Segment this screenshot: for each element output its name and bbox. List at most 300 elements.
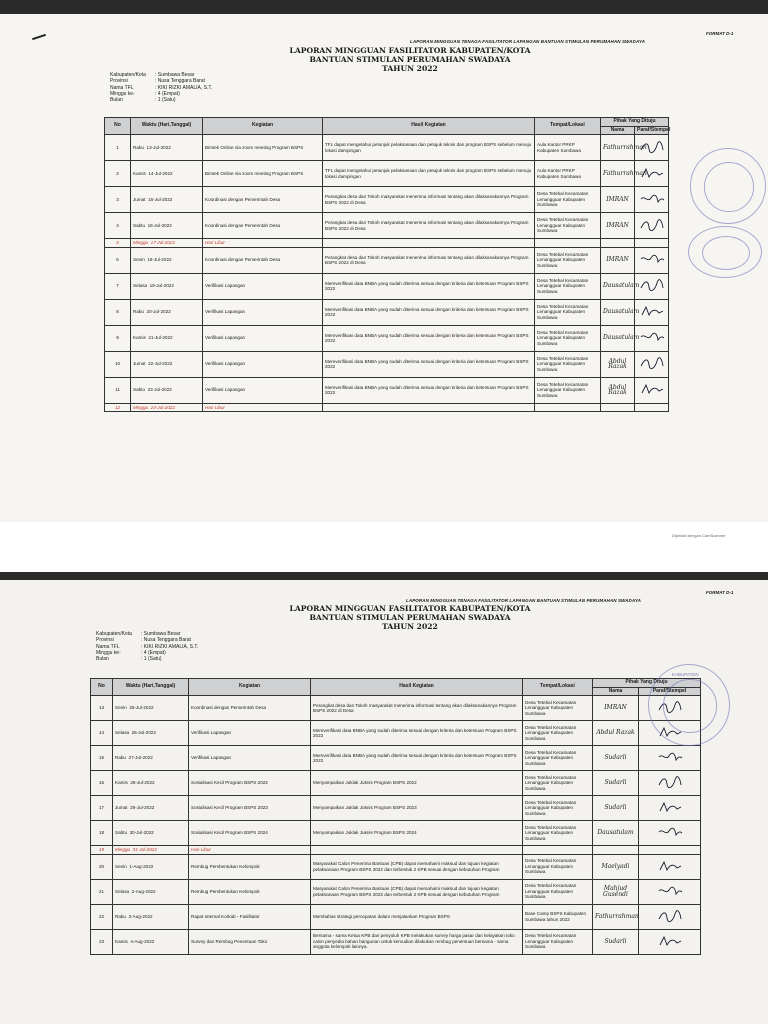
- cell-lokasi: Desa Tetebal Kecamatan Lenangguar Kabupaten Sumbawa: [535, 247, 601, 273]
- col-kegiatan: Kegiatan: [189, 679, 311, 696]
- cell-kegiatan: Survey dan Rembug Penentuan Toko: [189, 929, 311, 954]
- cell-nama-signature: IMRAN: [601, 247, 635, 273]
- header-field-label: Bulan: [96, 656, 109, 663]
- col-waktu: Waktu (Hari,Tanggal): [113, 679, 189, 696]
- report-header-fields: [96, 631, 198, 662]
- report-page-2: [0, 572, 768, 1024]
- cell-nama-signature: [593, 846, 639, 855]
- header-field: [110, 97, 212, 103]
- cell-no: 23: [91, 929, 113, 954]
- cell-day: Senin: [115, 705, 127, 711]
- cell-date: 2-Aug-2022: [131, 888, 156, 894]
- cell-kegiatan: Verifikasi Lapangan: [189, 746, 311, 771]
- cell-paraf: [639, 821, 701, 846]
- table-row: [91, 721, 701, 746]
- cell-nama-signature: Mahjud Gusendi: [593, 879, 639, 904]
- table-row: [91, 879, 701, 904]
- cell-kegiatan: Bimtek Online via zoom meeting Program BSPS: [203, 135, 323, 161]
- cell-hasil: Memverifikasi data BNBA yang sudah diterima sesuai dengan kriteria dan ketentuan Program BSPS 2022: [323, 299, 535, 325]
- cell-date: 25-Jul-2022: [129, 705, 154, 711]
- table-row: [91, 771, 701, 796]
- cell-kegiatan: Koordinasi dengan Pemerintah Desa: [189, 696, 311, 721]
- cell-hasil: TFL dapat mengetahui petunjuk pelaksanaan dan petujuk teknis dan program BSPS sebelum menuju lokasi dampingan: [323, 161, 535, 187]
- scan-edge-band: [0, 572, 768, 580]
- col-hasil: Hasil Kegiatan: [311, 679, 523, 696]
- header-field-value: : 1 (Satu): [155, 97, 176, 104]
- cell-date: 16-Jul-2022: [147, 222, 172, 228]
- col-pihak: Pihak Yang Dituju: [593, 679, 701, 688]
- cell-lokasi: Desa Tetebal Kecamatan Lenangguar Kabupaten Sumbawa: [535, 377, 601, 403]
- header-field-value: : Sumbawa Besar: [155, 72, 195, 78]
- signature-scribble: [639, 305, 665, 317]
- col-paraf: Paraf/Stempel: [635, 126, 669, 135]
- cell-hasil: TFL dapat mengetahui petunjuk pelaksanaan dan petujuk teknis dan program BSPS sebelum menuju lokasi dampingan: [323, 135, 535, 161]
- cell-date: 17-Jul-2022: [150, 240, 175, 245]
- cell-lokasi: Aula Kantor PRKP Kabupaten Sumbawa: [535, 161, 601, 187]
- cell-kegiatan: Verifikasi Lapangan: [203, 325, 323, 351]
- table-row: [91, 746, 701, 771]
- cell-paraf: [635, 377, 669, 403]
- cell-kegiatan: Koordinasi dengan Pemerintah Desa: [203, 213, 323, 239]
- activity-table: [90, 678, 701, 955]
- cell-nama-signature: Maelyadi: [593, 854, 639, 879]
- header-field: [96, 656, 198, 662]
- signature-scribble: [639, 219, 665, 231]
- cell-nama-signature: [601, 239, 635, 248]
- cell-waktu: [113, 879, 189, 904]
- cell-day: Rabu: [133, 144, 144, 150]
- cell-day: Sabtu: [133, 222, 146, 228]
- report-header-fields: [110, 72, 212, 103]
- cell-day: Jumat: [115, 805, 128, 811]
- cell-lokasi: Desa Tetebal Kecamatan Lenangguar Kabupaten Sumbawa: [523, 746, 593, 771]
- cell-paraf: [635, 187, 669, 213]
- signature-scribble: [639, 357, 665, 369]
- cell-no: 9: [105, 325, 131, 351]
- header-field-label: Kabupaten/Kota: [110, 72, 146, 78]
- cell-no: 3: [105, 187, 131, 213]
- cell-date: 21-Jul-2022: [148, 335, 173, 341]
- cell-no: 11: [105, 377, 131, 403]
- table-row: [91, 904, 701, 929]
- cell-no: 10: [105, 351, 131, 377]
- cell-lokasi: [523, 846, 593, 855]
- signature-scribble: [639, 331, 665, 343]
- header-field-value: : 1 (Satu): [141, 656, 162, 663]
- cell-nama-signature: Sudarli: [593, 746, 639, 771]
- cell-day: Jumat: [133, 361, 146, 367]
- cell-lokasi: Desa Tetebal Kecamatan Lenangguar Kabupaten Sumbawa: [535, 351, 601, 377]
- cell-lokasi: Desa Tetebal Kecamatan Lenangguar Kabupaten Sumbawa: [535, 325, 601, 351]
- cell-nama-signature: Abdul Razak: [593, 721, 639, 746]
- cell-no: 20: [91, 854, 113, 879]
- signature-scribble: [657, 751, 683, 763]
- cell-paraf: [639, 746, 701, 771]
- report-top-line: LAPORAN MINGGUAN TENAGA FASILITATOR LAPANGAN BANTUAN STIMULAN PERUMAHAN SWADAYA: [410, 39, 645, 44]
- cell-kegiatan: Koordinasi dengan Pemerintah Desa: [203, 187, 323, 213]
- cell-paraf: [635, 161, 669, 187]
- cell-day: Rabu: [115, 755, 126, 761]
- cell-waktu: [113, 771, 189, 796]
- table-row: [91, 821, 701, 846]
- format-code: FORMAT D-1: [706, 31, 734, 36]
- cell-kegiatan: Hari Libur: [203, 403, 323, 412]
- cell-date: 27-Jul-2022: [128, 755, 153, 761]
- cell-nama-signature: IMRAN: [601, 187, 635, 213]
- cell-nama-signature: Sudarli: [593, 796, 639, 821]
- cell-day: Jumat: [133, 196, 146, 202]
- header-field-label: Nama TFL: [110, 84, 134, 91]
- cell-waktu: [131, 273, 203, 299]
- cell-no: 21: [91, 879, 113, 904]
- cell-date: 1-Aug-2022: [129, 863, 154, 869]
- cell-date: 24-Jul-2022: [150, 404, 175, 410]
- ink-stamp: [688, 226, 762, 278]
- cell-date: 13-Jul-2022: [146, 144, 171, 150]
- cell-nama-signature: Dausatulam: [601, 325, 635, 351]
- col-no: No: [91, 679, 113, 696]
- cell-waktu: [131, 299, 203, 325]
- header-field-label: Nama TFL: [96, 643, 120, 650]
- table-row: [105, 325, 669, 351]
- signature-scribble: [657, 885, 683, 897]
- cell-nama-signature: Fathurrahman: [601, 135, 635, 161]
- cell-waktu: [131, 161, 203, 187]
- cell-nama-signature: [601, 403, 635, 412]
- report-top-line: LAPORAN MINGGUAN TENAGA FASILITATOR LAPANGAN BANTUAN STIMULAN PERUMAHAN SWADAYA: [406, 598, 641, 603]
- cell-nama-signature: IMRAN: [593, 696, 639, 721]
- cell-day: Sabtu: [133, 387, 146, 393]
- cell-kegiatan: Verifikasi Lapangan: [203, 299, 323, 325]
- cell-hasil: Membahas strategi percepatan dalam menjalankan Program BSPS: [311, 904, 523, 929]
- cell-paraf: [639, 771, 701, 796]
- cell-hasil: Memverifikasi data BNBA yang sudah diterima sesuai dengan kriteria dan ketentuan Program BSPS 2022: [323, 351, 535, 377]
- cell-no: 2: [105, 161, 131, 187]
- cell-kegiatan: Verifikasi Lapangan: [203, 351, 323, 377]
- cell-hasil: [323, 403, 535, 412]
- table-row: [105, 299, 669, 325]
- cell-day: Sabtu: [115, 830, 128, 836]
- cell-nama-signature: Dausatulam: [601, 299, 635, 325]
- signature-scribble: [639, 141, 665, 153]
- cell-date: 26-Jul-2022: [131, 730, 156, 736]
- col-paraf: Paraf/Stempel: [639, 687, 701, 696]
- cell-waktu: [131, 247, 203, 273]
- cell-waktu: [113, 821, 189, 846]
- table-row: [105, 247, 669, 273]
- signature-scribble: [657, 801, 683, 813]
- table-row: [105, 377, 669, 403]
- cell-kegiatan: Verifikasi Lapangan: [203, 377, 323, 403]
- cell-hasil: Masyarakat Calon Penerima Bantuan (CPB) dapat memahami maksud dan tujuan kegiatan pelaksanaan Program BSPS 2022 dan terbentuk 2 KPB sesuai dengan kebutuhan Program: [311, 879, 523, 904]
- cell-waktu: [113, 846, 189, 855]
- cell-no: 12: [105, 403, 131, 412]
- cell-nama-signature: Sudarli: [593, 771, 639, 796]
- cell-no: 4: [105, 213, 131, 239]
- cell-day: Kamis: [115, 780, 128, 786]
- cell-kegiatan: Bimtek Online via zoom meeting Program BSPS: [203, 161, 323, 187]
- cell-nama-signature: Abdul Razak: [601, 351, 635, 377]
- cell-hasil: [311, 846, 523, 855]
- cell-waktu: [131, 325, 203, 351]
- signature-scribble: [639, 383, 665, 395]
- cell-hasil: Perangkat desa dan Tokoh masyarakat menerima informasi tentang akan dilaksanakannya Program BSPS 2022 di Desa: [311, 696, 523, 721]
- cell-nama-signature: Sudarli: [593, 929, 639, 954]
- cell-hasil: Memverifikasi data BNBA yang sudah diterima sesuai dengan kriteria dan ketentuan Program BSPS 2022: [323, 325, 535, 351]
- signature-scribble: [657, 860, 683, 872]
- cell-day: Kamis: [133, 335, 146, 341]
- cell-hasil: Masyarakat Calon Penerima Bantuan (CPB) dapat memahami maksud dan tujuan kegiatan pelaksanaan Program BSPS 2022 dan terbentuk 2 KPB sesuai dengan kebutuhan Program: [311, 854, 523, 879]
- cell-kegiatan: Hari Libur: [189, 846, 311, 855]
- cell-lokasi: Desa Tetebal Kecamatan Lenangguar Kabupaten Sumbawa: [535, 213, 601, 239]
- col-lokasi: Tempat/Lokasi: [535, 118, 601, 135]
- cell-nama-signature: Abdul Razak: [601, 377, 635, 403]
- cell-lokasi: Desa Tetebal Kecamatan Lenangguar Kabupaten Sumbawa: [535, 273, 601, 299]
- cell-no: 8: [105, 299, 131, 325]
- cell-paraf: [639, 796, 701, 821]
- cell-nama-signature: Fathurrahman: [593, 904, 639, 929]
- col-waktu: Waktu (Hari,Tanggal): [131, 118, 203, 135]
- table-row: [91, 854, 701, 879]
- cell-date: 18-Jul-2022: [147, 257, 172, 263]
- cell-date: 3-Aug-2022: [128, 913, 153, 919]
- cell-date: 31-Jul-2022: [132, 847, 157, 852]
- cell-no: 15: [91, 746, 113, 771]
- cell-lokasi: Desa Tetebal Kecamatan Lenangguar Kabupaten Sumbawa: [523, 854, 593, 879]
- cell-hasil: Menyampaikan Juklak Juknis Program BSPS 2024: [311, 821, 523, 846]
- table-row: [105, 239, 669, 248]
- header-field-value: : 4 (Empat): [155, 90, 180, 97]
- report-title: LAPORAN MINGGUAN FASILITATOR KABUPATEN/KOTA BANTUAN STIMULAN PERUMAHAN SWADAYA TAHUN 2022: [289, 46, 531, 73]
- cell-date: 4-Aug-2022: [130, 938, 155, 944]
- table-row: [105, 135, 669, 161]
- cell-hasil: [323, 239, 535, 248]
- header-field-label: Bulan: [110, 97, 123, 104]
- cell-kegiatan: Koordinasi dengan Pemerintah Desa: [203, 247, 323, 273]
- cell-hasil: Bersama - sama Ketua KPB dan penyuluh KPB melakukan survey harga pasar dan kelayakan toko calon penyedia bahan bangunan untuk kemudian dilakukan rembug penentuan bersama - sama anggota kelompok lainnya.: [311, 929, 523, 954]
- stamp-text: KABUPATEN: [672, 672, 699, 677]
- signature-scribble: [639, 253, 665, 265]
- cell-day: Rabu: [115, 913, 126, 919]
- cell-hasil: Perangkat desa dan Tokoh masyarakat menerima informasi tentang akan dilaksanakannya Program BSPS 2022 di Desa: [323, 213, 535, 239]
- cell-no: 14: [91, 721, 113, 746]
- cell-no: 5: [105, 239, 131, 248]
- cell-kegiatan: Sosialisasi Kecil Program BSPS 2022: [189, 771, 311, 796]
- cell-lokasi: Base Camp BSPS Kabupaten Sumbawa tahun 2022: [523, 904, 593, 929]
- table-row: [105, 161, 669, 187]
- table-row: [105, 403, 669, 412]
- cell-lokasi: Desa Tetebal Kecamatan Lenangguar Kabupaten Sumbawa: [523, 771, 593, 796]
- cell-paraf: [635, 299, 669, 325]
- header-field-value: : 4 (Empat): [141, 649, 166, 656]
- cell-paraf: [639, 929, 701, 954]
- cell-lokasi: Desa Tetebal Kecamatan Lenangguar Kabupaten Sumbawa: [523, 721, 593, 746]
- cell-date: 23-Jul-2022: [147, 387, 172, 393]
- pen-mark: [32, 34, 46, 40]
- cell-date: 14-Jul-2022: [148, 170, 173, 176]
- signature-scribble: [639, 193, 665, 205]
- cell-lokasi: Desa Tetebal Kecamatan Lenangguar Kabupaten Sumbawa: [523, 879, 593, 904]
- col-nama: Nama: [593, 687, 639, 696]
- cell-date: 15-Jul-2022: [148, 196, 173, 202]
- cell-paraf: [635, 325, 669, 351]
- cell-kegiatan: Verifikasi Lapangan: [189, 721, 311, 746]
- signature-scribble: [639, 279, 665, 291]
- cell-waktu: [131, 403, 203, 412]
- cell-waktu: [113, 696, 189, 721]
- cell-nama-signature: Fathurrahman: [601, 161, 635, 187]
- header-field-label: Provinsi: [110, 78, 128, 85]
- cell-day: Minggu: [133, 404, 149, 410]
- header-field-value: : Sumbawa Besar: [141, 631, 181, 637]
- cell-lokasi: [535, 239, 601, 248]
- header-field-value: : Nusa Tenggara Barat: [141, 637, 191, 644]
- cell-paraf: [639, 846, 701, 855]
- table-row: [91, 696, 701, 721]
- cell-paraf: [639, 904, 701, 929]
- cell-day: Minggu: [133, 240, 149, 245]
- cell-date: 30-Jul-2022: [129, 830, 154, 836]
- cell-kegiatan: Sosialisasi Kecil Program BSPS 2023: [189, 796, 311, 821]
- col-kegiatan: Kegiatan: [203, 118, 323, 135]
- cell-kegiatan: Hari Libur: [203, 239, 323, 248]
- cell-kegiatan: Sosialisasi Kecil Program BSPS 2024: [189, 821, 311, 846]
- cell-hasil: Perangkat desa dan Tokoh masyarakat menerima informasi tentang akan dilaksanakannya Program BSPS 2022 di Desa: [323, 187, 535, 213]
- format-code: FORMAT D-1: [706, 590, 734, 595]
- cell-paraf: [639, 879, 701, 904]
- cell-hasil: Menyampaikan Juklak Juknis Program BSPS 2023: [311, 796, 523, 821]
- table-row: [105, 273, 669, 299]
- header-field-label: Provinsi: [96, 637, 114, 644]
- cell-lokasi: Desa Tetebal Kecamatan Lenangguar Kabupaten Sumbawa: [535, 299, 601, 325]
- cell-paraf: [635, 403, 669, 412]
- cell-kegiatan: Verifikasi Lapangan: [203, 273, 323, 299]
- cell-waktu: [113, 721, 189, 746]
- cell-day: Rabu: [133, 309, 144, 315]
- cell-paraf: [639, 854, 701, 879]
- cell-day: Selasa: [115, 730, 130, 736]
- cell-hasil: Memverifikasi data BNBA yang sudah diterima sesuai dengan kriteria dan ketentuan Program BSPS 2022: [323, 377, 535, 403]
- cell-day: Minggu: [115, 847, 131, 852]
- signature-scribble: [639, 167, 665, 179]
- cell-kegiatan: Rapat Internal Korkab - Fasilitator: [189, 904, 311, 929]
- cell-waktu: [113, 746, 189, 771]
- cell-waktu: [113, 929, 189, 954]
- header-field-value: : Nusa Tenggara Barat: [155, 78, 205, 85]
- cell-day: Kamis: [115, 938, 128, 944]
- header-field-label: Minggu ke-: [96, 649, 121, 656]
- cell-lokasi: Desa Tetebal Kecamatan Lenangguar Kabupaten Sumbawa: [523, 796, 593, 821]
- cell-paraf: [635, 273, 669, 299]
- cell-date: 28-Jul-2022: [130, 780, 155, 786]
- signature-scribble: [657, 935, 683, 947]
- cell-day: Kamis: [133, 170, 146, 176]
- table-row: [105, 351, 669, 377]
- cell-day: Senin: [115, 863, 127, 869]
- table-row: [91, 796, 701, 821]
- cell-kegiatan: Rembug Pembentukan Kelompok: [189, 879, 311, 904]
- header-field-label: Kabupaten/Kota: [96, 631, 132, 637]
- cell-lokasi: Desa Tetebal Kecamatan Lenangguar Kabupaten Sumbawa: [523, 929, 593, 954]
- cell-date: 22-Jul-2022: [148, 361, 173, 367]
- cell-waktu: [131, 213, 203, 239]
- table-row: [91, 929, 701, 954]
- cell-date: 20-Jul-2022: [146, 309, 171, 315]
- cell-waktu: [131, 377, 203, 403]
- header-field-value: : KIKI RIZKI AMALIA, S.T.: [141, 643, 199, 650]
- cell-day: Senin: [133, 257, 145, 263]
- col-lokasi: Tempat/Lokasi: [523, 679, 593, 696]
- cell-lokasi: Desa Tetebal Kecamatan Lenangguar Kabupaten Sumbawa: [523, 821, 593, 846]
- signature-scribble: [657, 776, 683, 788]
- col-nama: Nama: [601, 126, 635, 135]
- col-no: No: [105, 118, 131, 135]
- report-title: LAPORAN MINGGUAN FASILITATOR KABUPATEN/KOTA BANTUAN STIMULAN PERUMAHAN SWADAYA TAHUN 2022: [289, 604, 531, 631]
- cell-lokasi: Desa Tetebal Kecamatan Lenangguar Kabupaten Sumbawa: [535, 187, 601, 213]
- cell-nama-signature: Dausatulam: [601, 273, 635, 299]
- cell-lokasi: Desa Tetebal Kecamatan Lenangguar Kabupaten Sumbawa: [523, 696, 593, 721]
- cell-waktu: [131, 135, 203, 161]
- cell-day: Selasa: [115, 888, 130, 894]
- cell-no: 7: [105, 273, 131, 299]
- signature-scribble: [657, 826, 683, 838]
- activity-table: [104, 117, 669, 412]
- cell-paraf: [635, 247, 669, 273]
- cell-day: Selasa: [133, 283, 148, 289]
- cell-hasil: Memverifikasi data BNBA yang sudah diterima sesuai dengan kriteria dan ketentuan Program BSPS 2022: [311, 746, 523, 771]
- scanner-note: Dipindai dengan CamScanner: [672, 533, 726, 538]
- cell-hasil: Perangkat desa dan Tokoh masyarakat menerima informasi tentang akan dilaksanakannya Program BSPS 2022 di Desa: [323, 247, 535, 273]
- cell-waktu: [113, 854, 189, 879]
- cell-nama-signature: IMRAN: [601, 213, 635, 239]
- cell-no: 18: [91, 821, 113, 846]
- cell-hasil: Memverifikasi data BNBA yang sudah diterima sesuai dengan kriteria dan ketentuan Program BSPS 2022: [323, 273, 535, 299]
- ink-stamp: [690, 148, 766, 224]
- cell-paraf: [635, 239, 669, 248]
- cell-waktu: [131, 239, 203, 248]
- cell-lokasi: [535, 403, 601, 412]
- cell-hasil: Memverifikasi data BNBA yang sudah diterima sesuai dengan kriteria dan ketentuan Program BSPS 2022: [311, 721, 523, 746]
- header-field-label: Minggu ke-: [110, 90, 135, 97]
- cell-nama-signature: Dausatulam: [593, 821, 639, 846]
- table-row: [105, 187, 669, 213]
- col-hasil: Hasil Kegiatan: [323, 118, 535, 135]
- header-field-value: : KIKI RIZKI AMALIA, S.T.: [155, 84, 213, 91]
- cell-lokasi: Aula Kantor PRKP Kabupaten Sumbawa: [535, 135, 601, 161]
- signature-scribble: [657, 910, 683, 922]
- table-row: [105, 213, 669, 239]
- cell-waktu: [113, 904, 189, 929]
- cell-waktu: [113, 796, 189, 821]
- cell-no: 19: [91, 846, 113, 855]
- col-pihak: Pihak Yang Dituju: [601, 118, 669, 127]
- cell-waktu: [131, 351, 203, 377]
- cell-no: 17: [91, 796, 113, 821]
- cell-date: 19-Jul-2022: [149, 283, 174, 289]
- cell-date: 29-Jul-2022: [130, 805, 155, 811]
- cell-no: 22: [91, 904, 113, 929]
- cell-waktu: [131, 187, 203, 213]
- cell-no: 1: [105, 135, 131, 161]
- cell-kegiatan: Rembug Pembentukan Kelompok: [189, 854, 311, 879]
- cell-paraf: [635, 135, 669, 161]
- cell-no: 13: [91, 696, 113, 721]
- cell-paraf: [635, 213, 669, 239]
- cell-paraf: [635, 351, 669, 377]
- table-row: [91, 846, 701, 855]
- cell-no: 16: [91, 771, 113, 796]
- cell-no: 6: [105, 247, 131, 273]
